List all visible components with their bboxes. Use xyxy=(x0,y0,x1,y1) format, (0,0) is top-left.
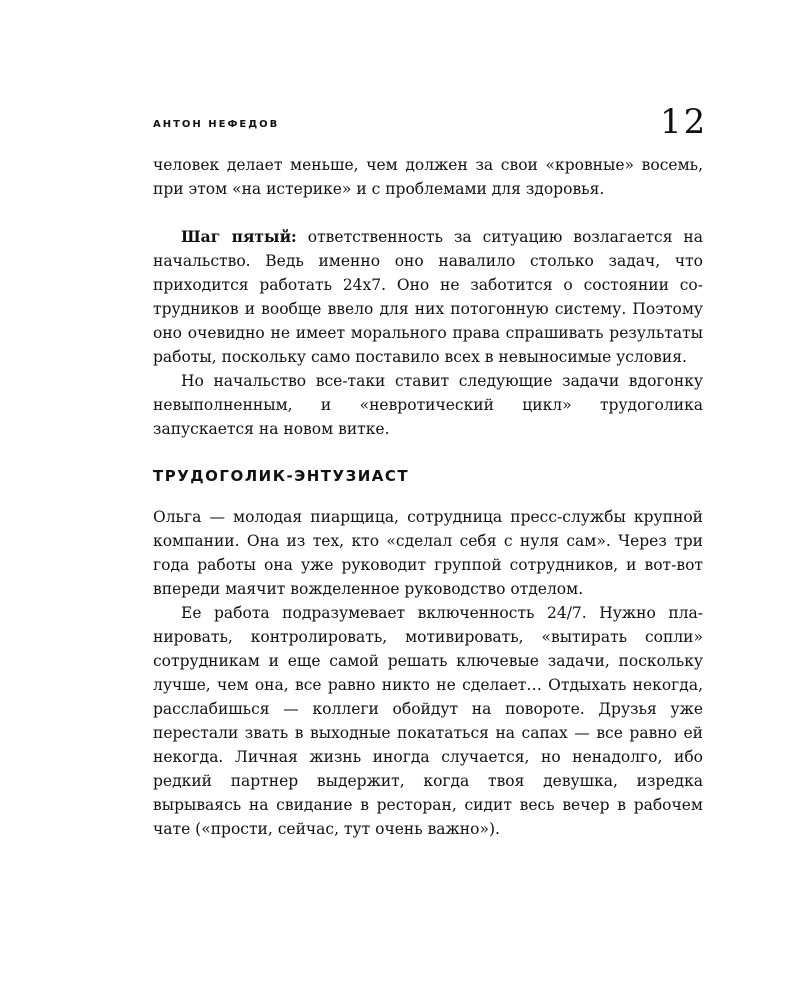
paragraph-2-text: ответственность за ситуацию возлагается на начальство. Ведь именно оно навалило столько задач, что приходится работать 24х7. Оно не заботится о состоянии сотрудников и вообще ввело для них потогонную систему. Поэтому оно очевидно не имеет морального права спрашивать результаты работы, поскольку само поставило всех в невыносимые условия. xyxy=(153,228,704,366)
step-five-lead: Шаг пятый: xyxy=(181,227,297,246)
paragraph-3: Но начальство все-таки ставит следующие задачи вдогонку невыполненным, и «невротический цикл» трудоголика запускается на новом витке. xyxy=(153,372,703,438)
running-head-author: АНТОН НЕФЕДОВ xyxy=(153,119,280,130)
paragraph-2 xyxy=(153,225,703,369)
paragraph-4: Ольга — молодая пиарщица, сотрудница пресс-службы крупной компании. Она из тех, кто «сделал себя с нуля сам». Через три года работы она уже руководит группой сотрудников, и вот-вот впереди маячит вожделенное руководство отделом. xyxy=(153,508,703,598)
paragraph-1: человек делает меньше, чем должен за свои «кровные» восемь, при этом «на истерике» и с проблемами для здоровья. xyxy=(153,156,703,198)
paragraph-5: Ее работа подразумевает включенность 24/7. Нужно планировать, контролировать, мотивировать, «вытирать сопли» сотрудникам и еще самой решать ключевые задачи, поскольку лучше, чем она, все равно никто не сделает… Отдыхать некогда, расслабишься — коллеги обойдут на повороте. Друзья уже перестали звать в выходные покататься на сапах — все равно ей некогда. Личная жизнь иногда случается, но ненадолго, ибо редкий партнер выдержит, когда твоя девушка, изредка вырываясь на свидание в ресторан, сидит весь вечер в рабочем чате («прости, сейчас, тут очень важно»). xyxy=(153,604,703,838)
body-text xyxy=(153,153,703,841)
page-number: 12 xyxy=(660,102,708,142)
section-heading: ТРУДОГОЛИК-ЭНТУЗИАСТ xyxy=(153,467,410,485)
